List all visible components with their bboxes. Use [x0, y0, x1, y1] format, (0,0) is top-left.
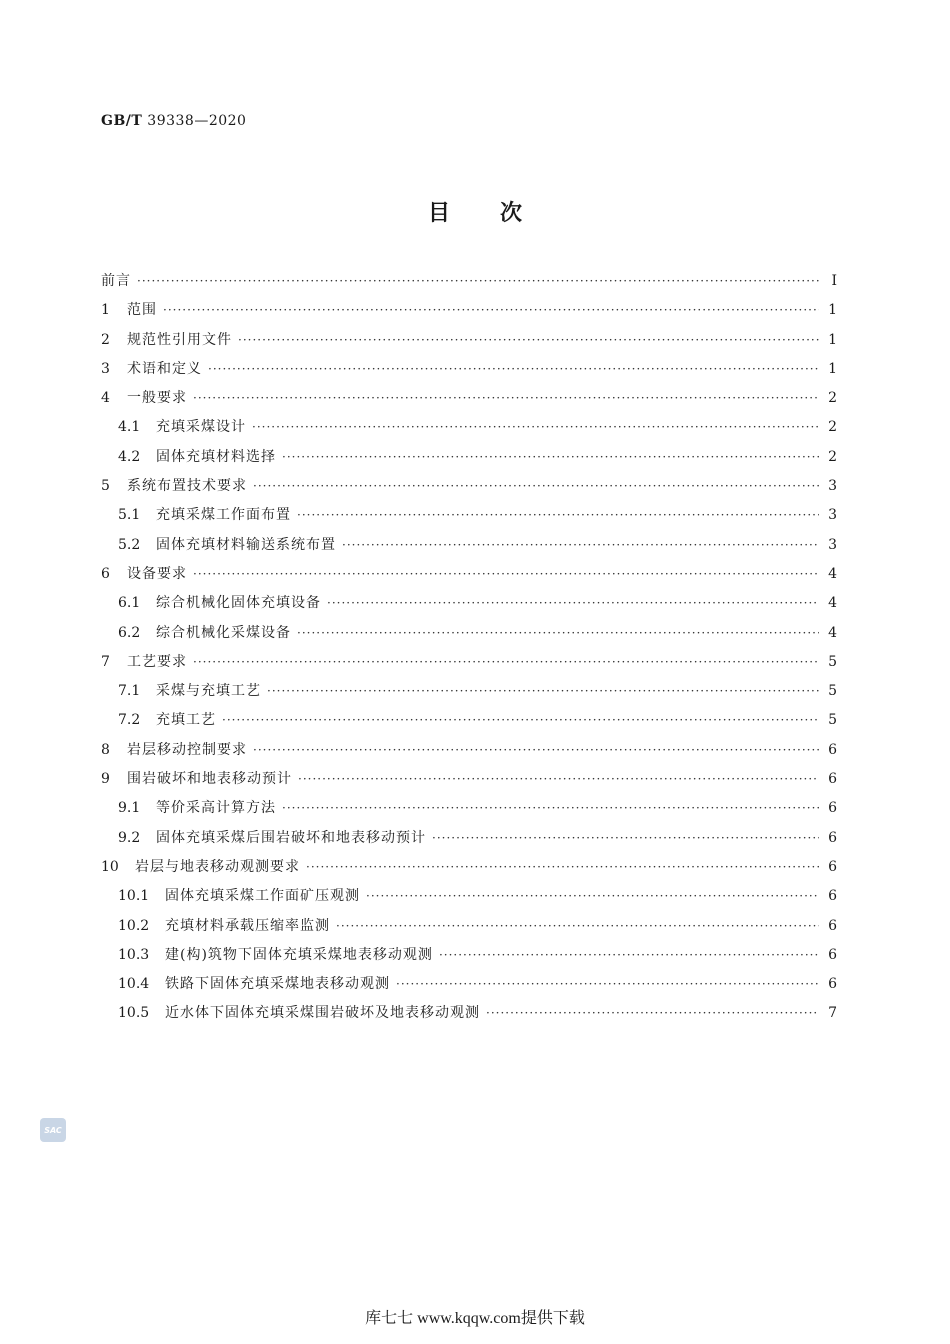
toc-entry-number: 7.1 — [118, 683, 141, 700]
toc-entry-page: 1 — [828, 331, 837, 348]
toc-leader-dots — [282, 801, 819, 815]
toc-entry-title: 规范性引用文件 — [127, 331, 232, 348]
toc-leader-dots — [439, 948, 819, 962]
toc-entry-page: 6 — [828, 946, 837, 963]
toc-leader-dots — [297, 508, 819, 522]
toc-entry-title: 设备要求 — [127, 565, 187, 582]
toc-entry-number: 6 — [101, 565, 110, 582]
footer-watermark: 库七七 www.kqqw.com提供下载 — [365, 1310, 585, 1327]
toc-leader-dots — [282, 450, 819, 464]
toc-entry-number: 6.2 — [118, 624, 141, 641]
toc-leader-dots — [267, 684, 819, 698]
toc-entry-title: 围岩破坏和地表移动预计 — [127, 771, 292, 788]
toc-entry-page: 6 — [828, 888, 837, 905]
toc-entry-page: 3 — [828, 507, 837, 524]
toc-entry-number: 10.4 — [118, 976, 150, 993]
toc-entry[interactable] — [101, 416, 837, 445]
toc-entry-page: 6 — [828, 829, 837, 846]
toc-entry-title: 工艺要求 — [127, 653, 187, 670]
toc-entry-page: 4 — [828, 565, 837, 582]
toc-entry-title: 充填采煤设计 — [156, 419, 246, 436]
toc-entry[interactable] — [101, 358, 837, 387]
toc-leader-dots — [342, 538, 819, 552]
toc-entry[interactable] — [101, 329, 837, 358]
toc-leader-dots — [252, 420, 819, 434]
toc-entry-title: 固体充填采煤工作面矿压观测 — [165, 888, 360, 905]
toc-entry-number: 10.5 — [118, 1005, 150, 1022]
toc-entry-title: 综合机械化固体充填设备 — [156, 595, 321, 612]
toc-entry[interactable] — [101, 1002, 837, 1031]
toc-entry-title: 固体充填采煤后围岩破坏和地表移动预计 — [156, 829, 426, 846]
toc-entry-page: 2 — [828, 390, 837, 407]
toc-entry-number: 9 — [101, 771, 110, 788]
toc-entry-number: 10.1 — [118, 888, 150, 905]
standard-number — [101, 113, 246, 129]
toc-leader-dots — [193, 567, 819, 581]
toc-entry[interactable] — [101, 973, 837, 1002]
toc-entry[interactable] — [101, 475, 837, 504]
toc-leader-dots — [193, 391, 819, 405]
toc-entry-number: 9.1 — [118, 800, 141, 817]
toc-entry-number: 5.1 — [118, 507, 141, 524]
toc-entry[interactable] — [101, 739, 837, 768]
table-of-contents — [101, 270, 837, 1032]
toc-entry[interactable] — [101, 534, 837, 563]
toc-entry[interactable] — [101, 827, 837, 856]
toc-entry[interactable] — [101, 797, 837, 826]
toc-leader-dots — [193, 655, 819, 669]
toc-entry[interactable] — [101, 768, 837, 797]
toc-entry-title: 系统布置技术要求 — [127, 478, 247, 495]
toc-entry-page: 2 — [828, 419, 837, 436]
toc-entry-page: 6 — [828, 800, 837, 817]
toc-entry[interactable] — [101, 885, 837, 914]
toc-leader-dots — [253, 743, 819, 757]
toc-entry[interactable] — [101, 270, 837, 299]
toc-entry[interactable] — [101, 446, 837, 475]
toc-leader-dots — [306, 860, 819, 874]
toc-leader-dots — [432, 831, 819, 845]
toc-entry-page: 4 — [828, 624, 837, 641]
sac-logo-icon: SAC — [40, 1118, 66, 1142]
toc-leader-dots — [208, 362, 819, 376]
toc-entry-number: 9.2 — [118, 829, 141, 846]
toc-entry-title: 近水体下固体充填采煤围岩破坏及地表移动观测 — [165, 1005, 480, 1022]
toc-entry-page: 4 — [828, 595, 837, 612]
toc-entry-number: 7.2 — [118, 712, 141, 729]
toc-entry-title: 前言 — [101, 273, 131, 289]
toc-entry-title: 充填材料承载压缩率监测 — [165, 917, 330, 934]
toc-entry-title: 固体充填材料选择 — [156, 448, 276, 465]
toc-entry-page: 6 — [828, 741, 837, 758]
toc-entry[interactable] — [101, 651, 837, 680]
toc-entry-page: 5 — [828, 653, 837, 670]
standard-prefix: GB/T — [101, 113, 143, 129]
toc-entry-page: 2 — [828, 448, 837, 465]
toc-entry-title: 等价采高计算方法 — [156, 800, 276, 817]
toc-entry-title: 充填工艺 — [156, 712, 216, 729]
toc-leader-dots — [222, 713, 819, 727]
toc-entry-title: 综合机械化采煤设备 — [156, 624, 291, 641]
toc-entry[interactable] — [101, 709, 837, 738]
toc-entry[interactable] — [101, 622, 837, 651]
toc-entry-number: 4.1 — [118, 419, 141, 436]
toc-entry[interactable] — [101, 915, 837, 944]
toc-leader-dots — [253, 479, 819, 493]
toc-entry-title: 一般要求 — [127, 390, 187, 407]
toc-entry-title: 范围 — [127, 302, 157, 319]
toc-entry-number: 8 — [101, 741, 110, 758]
toc-entry-page: 5 — [828, 712, 837, 729]
toc-entry-number: 10.3 — [118, 946, 150, 963]
toc-entry-number: 2 — [101, 331, 110, 348]
toc-entry-page: 1 — [828, 302, 837, 319]
toc-entry[interactable] — [101, 592, 837, 621]
toc-entry-title: 充填采煤工作面布置 — [156, 507, 291, 524]
toc-entry-page: 3 — [828, 478, 837, 495]
toc-entry-title: 岩层移动控制要求 — [127, 741, 247, 758]
toc-entry-title: 岩层与地表移动观测要求 — [135, 858, 300, 875]
toc-entry[interactable] — [101, 299, 837, 328]
toc-entry-page: I — [831, 273, 837, 289]
toc-entry[interactable] — [101, 387, 837, 416]
toc-entry-page: 6 — [828, 771, 837, 788]
toc-entry-page: 1 — [828, 360, 837, 377]
toc-entry-page: 6 — [828, 917, 837, 934]
toc-entry-number: 5.2 — [118, 536, 141, 553]
toc-entry-page: 5 — [828, 683, 837, 700]
toc-entry-page: 3 — [828, 536, 837, 553]
toc-entry[interactable] — [101, 856, 837, 885]
toc-entry-number: 7 — [101, 653, 110, 670]
toc-entry-title: 建(构)筑物下固体充填采煤地表移动观测 — [165, 946, 433, 963]
toc-leader-dots — [298, 772, 819, 786]
toc-entry-number: 10.2 — [118, 917, 150, 934]
toc-leader-dots — [137, 274, 819, 288]
toc-entry[interactable] — [101, 504, 837, 533]
toc-entry-title: 固体充填材料输送系统布置 — [156, 536, 336, 553]
toc-entry-number: 6.1 — [118, 595, 141, 612]
toc-entry[interactable] — [101, 563, 837, 592]
toc-leader-dots — [366, 889, 819, 903]
toc-entry-number: 3 — [101, 360, 110, 377]
toc-entry[interactable] — [101, 944, 837, 973]
toc-entry-page: 6 — [828, 976, 837, 993]
toc-leader-dots — [238, 333, 819, 347]
page-title: 目次 — [427, 201, 572, 226]
toc-entry[interactable] — [101, 680, 837, 709]
toc-entry-title: 采煤与充填工艺 — [156, 683, 261, 700]
toc-leader-dots — [486, 1006, 819, 1020]
toc-leader-dots — [336, 919, 819, 933]
toc-leader-dots — [297, 626, 819, 640]
toc-leader-dots — [327, 596, 819, 610]
toc-entry-number: 10 — [101, 858, 119, 875]
toc-entry-page: 7 — [828, 1005, 837, 1022]
standard-code: 39338—2020 — [147, 113, 247, 129]
toc-entry-number: 1 — [101, 302, 110, 319]
toc-entry-page: 6 — [828, 858, 837, 875]
toc-leader-dots — [163, 303, 819, 317]
toc-entry-title: 铁路下固体充填采煤地表移动观测 — [165, 976, 390, 993]
toc-entry-number: 4.2 — [118, 448, 141, 465]
toc-entry-title: 术语和定义 — [127, 360, 202, 377]
toc-leader-dots — [396, 977, 819, 991]
toc-entry-number: 4 — [101, 390, 110, 407]
toc-entry-number: 5 — [101, 478, 110, 495]
